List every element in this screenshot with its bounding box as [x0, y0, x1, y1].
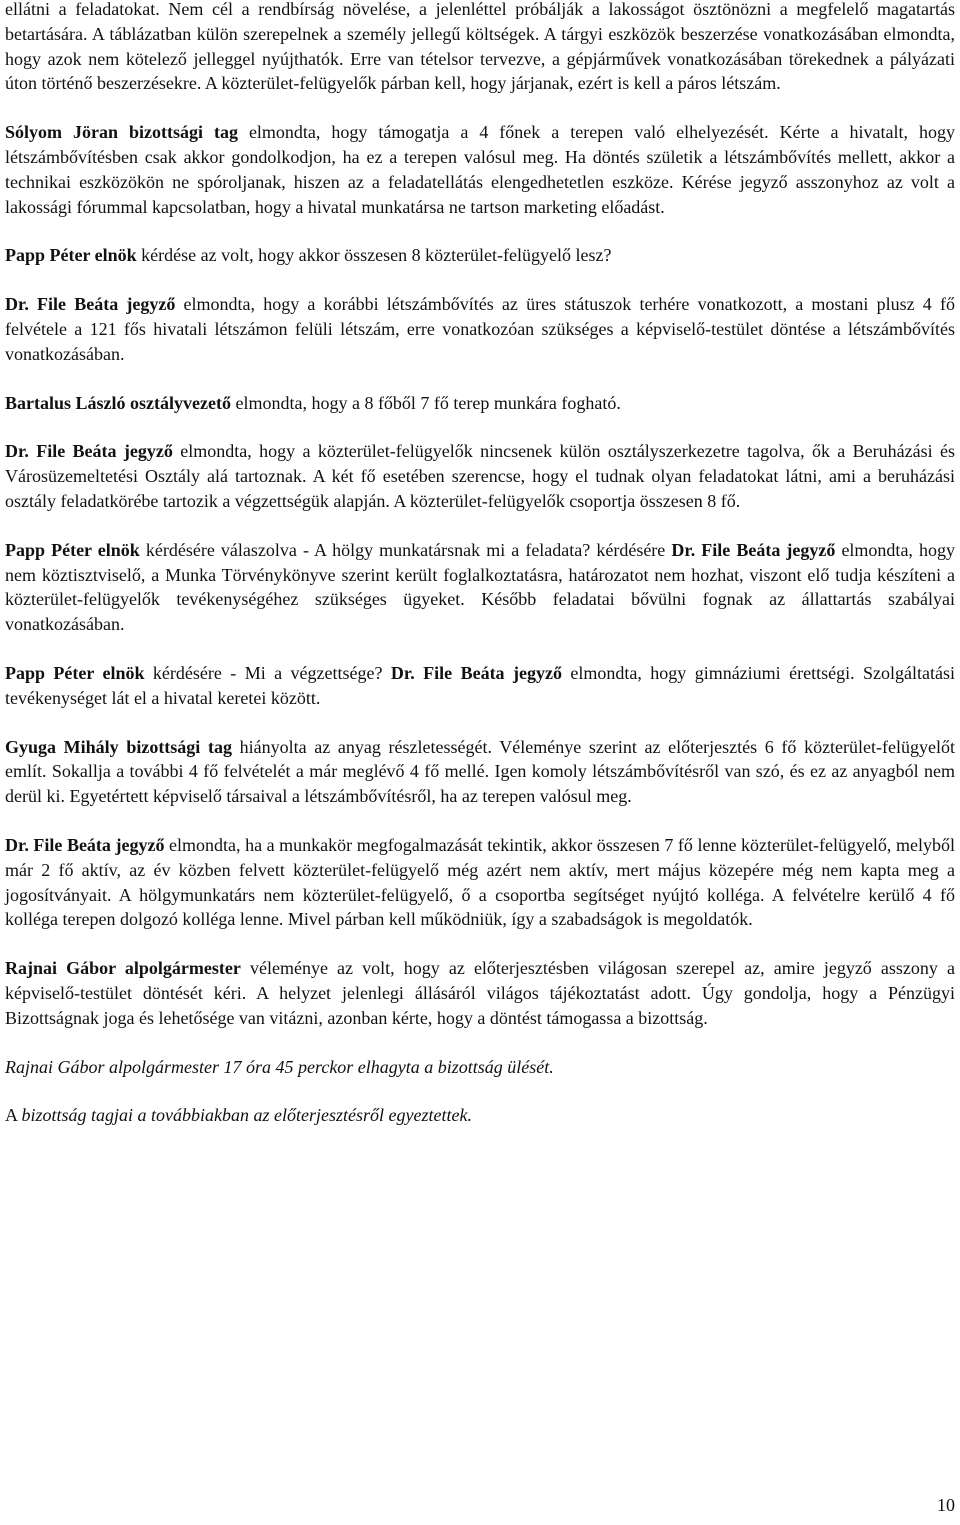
paragraph-text: kérdése az volt, hogy akkor összesen 8 közterület-felügyelő lesz? [136, 245, 612, 266]
speaker-name: Dr. File Beáta jegyző [5, 834, 165, 855]
document-page [5, 0, 955, 1152]
paragraph-text: kérdésére - Mi a végzettsége? [144, 662, 391, 683]
paragraph-8 [5, 661, 955, 711]
paragraph-text: ellátni a feladatokat. Nem cél a rendbírság növelése, a jelenléttel próbálják a lakosságot ösztönözni a megfelelő magatartás betartására. A táblázatban külön szerepelnek a személy jellegű költségek. A tárgyi eszközök beszerzése vonatkozásában elmondta, hogy azok nem kötelező jelleggel nyújthatók. Erre van tételsor tervezve, a gépjárművek vonatkozásában törekednek a pályázati úton történő beszerzésekre. A közterület-felügyelők párban kell, hogy járjanak, ezért is kell a páros létszám. [5, 0, 955, 94]
paragraph-text: A [5, 1105, 22, 1126]
paragraph-text: elmondta, hogy gimnáziumi érettségi. Szolgáltatási tevékenységet lát el a hivatal keretei között. [5, 662, 955, 708]
speaker-name: Dr. File Beáta jegyző [5, 294, 176, 315]
page-number: 10 [937, 1495, 955, 1515]
paragraph-text: elmondta, ha a munkakör megfogalmazását tekintik, akkor összesen 7 fő lenne közterület-felügyelő, melyből már 2 fő aktív, az év közben felvett közterület-felügyelő még azért nem aktív, mert május közepére még nem kapta meg a jogosítványait. A hölgymunkatárs nem közterület-felügyelő, ő a csoportba segítséget nyújtó kolléga. A felvételre kerülő 4 fő kolléga terepen dolgozó kolléga lenne. Mivel párban kell működniük, így a szabadságok is megoldatók. [5, 834, 955, 930]
paragraph-text: elmondta, hogy támogatja a 4 főnek a terepen való elhelyezését. Kérte a hivatalt, hogy létszámbővítésben csak akkor gondolkodjon, ha ez a terepen valósul meg. Ha döntés születik a létszámbővítés mellett, akkor a technikai eszközökön ne spóroljanak, hiszen az a feladatellátás elengedhetetlen eszköze. Kérése jegyző asszonyhoz az volt a lakossági fórummal kapcsolatban, hogy a hivatal munkatársa ne tartson marketing előadást. [5, 122, 955, 217]
speaker-name: Dr. File Beáta jegyző [671, 539, 836, 560]
paragraph-11 [5, 956, 955, 1030]
paragraph-5 [5, 391, 955, 416]
speaker-name: Papp Péter elnök [5, 662, 145, 683]
speaker-name: Bartalus László osztályvezető [5, 392, 231, 413]
paragraph-text: elmondta, hogy nem köztisztviselő, a Munka Törvénykönyve szerint került foglalkoztatásra, határozatot nem hozhat, viszont elő tudja készíteni a közterület-felügyelők tevékenységéhez szükséges ügyeket. Később feladatai bővülni fognak az állattartás szabályai vonatkozásában. [5, 539, 955, 635]
paragraph-text: elmondta, hogy a közterület-felügyelők nincsenek külön osztályszerkezetre tagolva, ők a Beruházási és Városüzemeltetési Osztály alá tartoznak. A két fő esetében szerencse, hogy el tudnak olyan feladatokat látni, ami a beruházási osztály feladatkörébe tartozik a végzettségük alapján. A közterület-felügyelők csoportja összesen 8 fő. [5, 441, 955, 511]
italic-note: bizottság tagjai a továbbiakban az előterjesztésről egyeztettek. [21, 1105, 472, 1126]
speaker-name: Papp Péter elnök [5, 539, 140, 560]
speaker-name: Gyuga Mihály bizottsági tag [5, 736, 232, 757]
paragraph-13 [5, 1103, 955, 1128]
speaker-name: Rajnai Gábor alpolgármester [5, 958, 241, 979]
paragraph-text: hiányolta az anyag részletességét. Véleménye szerint az előterjesztés 6 fő közterület-felügyelőt említ. Sokallja a további 4 fő felvételét a már meglévő 4 fő mellé. Igen komoly létszámbővítésről van szó, és ez az anyagból nem derül ki. Egyetértett képviselő társaival a létszámbővítésről, ha az terepen valósul meg. [5, 736, 955, 807]
paragraph-text: elmondta, hogy a 8 főből 7 fő terep munkára fogható. [230, 392, 621, 413]
paragraph-3 [5, 243, 955, 268]
paragraph-text: elmondta, hogy a korábbi létszámbővítés az üres státuszok terhére vonatkozott, a mostani plusz 4 fő felvétele a 121 fős hivatali létszámon felüli létszám, erre vonatkozóan szükséges a képviselő-testület döntése a létszámbővítés vonatkozásában. [5, 294, 955, 364]
paragraph-6 [5, 439, 955, 513]
speaker-name: Dr. File Beáta jegyző [5, 441, 173, 462]
paragraph-text: véleménye az volt, hogy az előterjesztésben világosan szerepel az, amire jegyző asszony a képviselő-testület döntését kéri. A helyzet jelenlegi állásáról világos tájékoztatást adott. Úgy gondolja, hogy a Pénzügyi Bizottságnak joga és lehetősége van vitázni, azonban kérte, hogy a döntést támogassa a bizottság. [5, 958, 955, 1028]
paragraph-12 [5, 1055, 955, 1080]
speaker-name: Sólyom Jöran bizottsági tag [5, 122, 238, 143]
italic-note: Rajnai Gábor alpolgármester 17 óra 45 perckor elhagyta a bizottság ülését. [5, 1056, 554, 1077]
paragraph-7 [5, 538, 955, 637]
paragraph-text: kérdésére válaszolva - A hölgy munkatársnak mi a feladata? kérdésére [139, 539, 672, 560]
paragraph-10 [5, 833, 955, 932]
document-body [5, 0, 955, 1128]
paragraph-4 [5, 292, 955, 366]
paragraph-1 [5, 0, 955, 96]
speaker-name: Papp Péter elnök [5, 245, 137, 266]
speaker-name: Dr. File Beáta jegyző [390, 662, 562, 683]
paragraph-9 [5, 735, 955, 809]
paragraph-2 [5, 120, 955, 219]
